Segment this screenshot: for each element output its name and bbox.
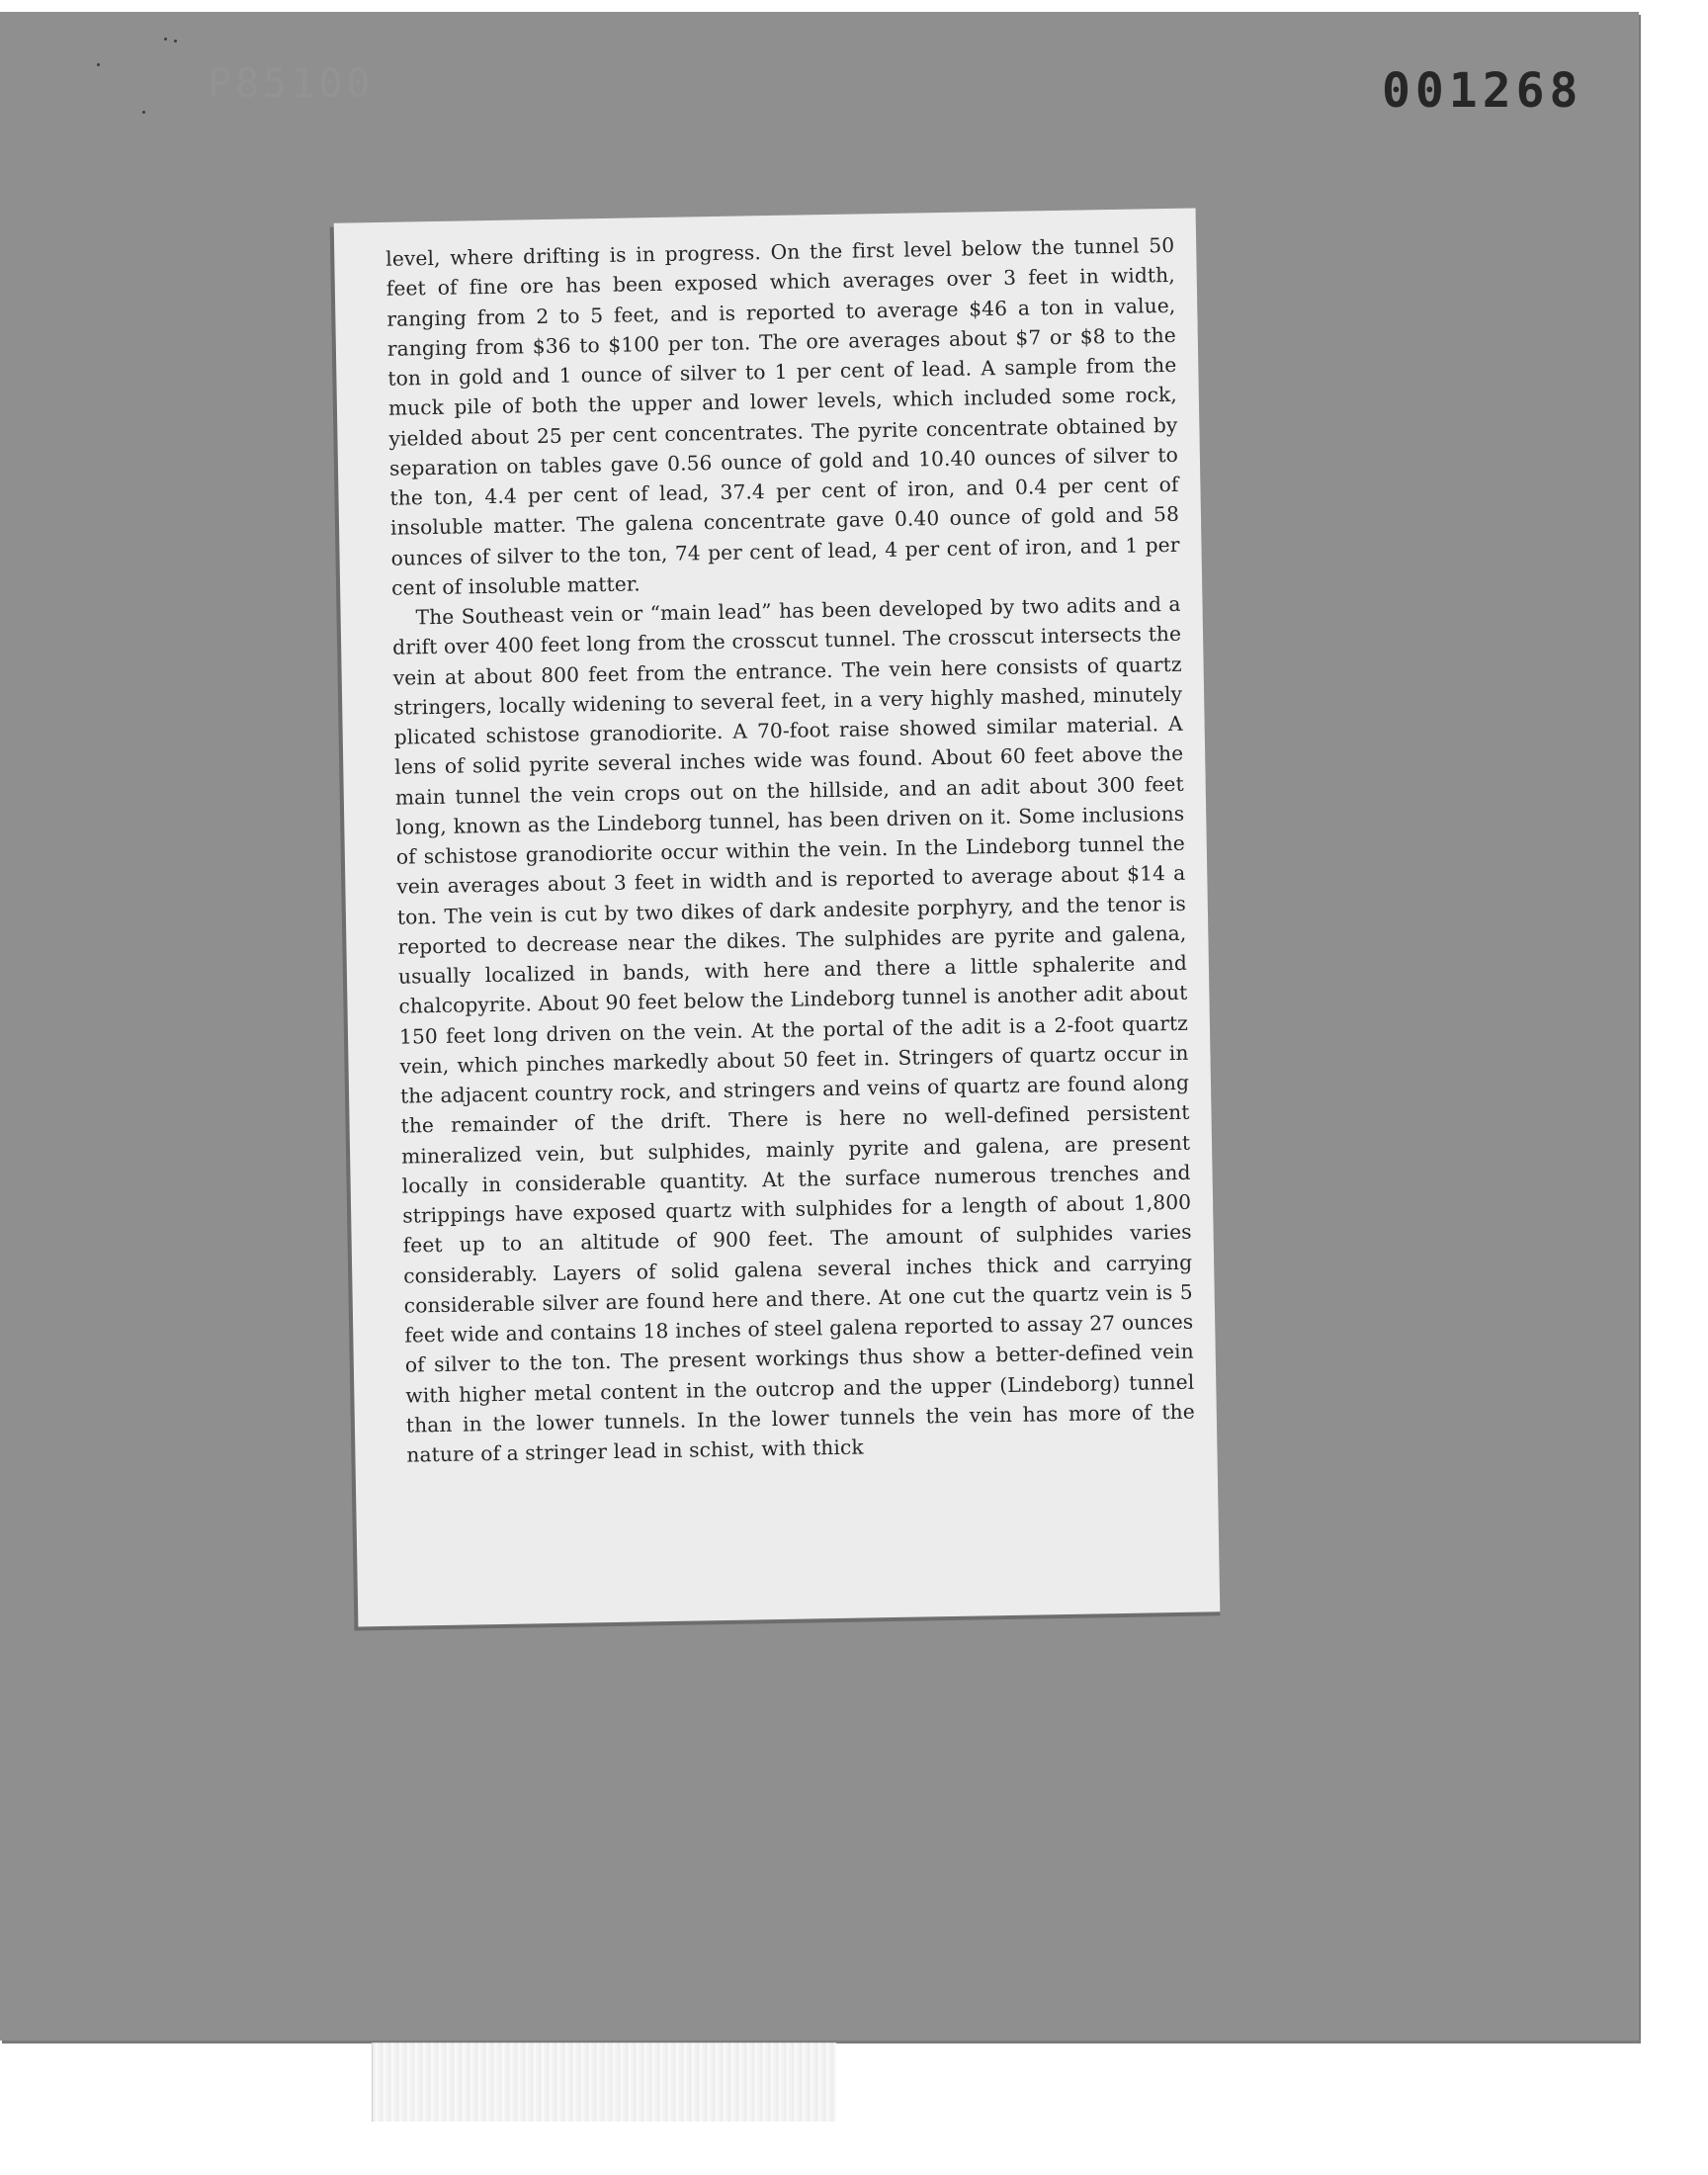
scanner-edge-line (372, 2043, 373, 2122)
dust-speck (142, 111, 145, 114)
text-clipping (334, 208, 1221, 1626)
scanner-streak (372, 2043, 836, 2122)
paragraph-2: The Southeast vein or “main lead” has been developed by two adits and a drift over 400 feet long from the crosscut tunnel. The crosscut intersects the vein at about 800 feet from the entrance. The vein here consists of quartz stringers, locally widening to several feet, in a very highly mashed, minutely plicated schistose granodiorite. A 70-foot raise showed similar material. A lens of solid pyrite several inches wide was found. About 60 feet above the main tunnel the vein crops out on the hillside, and an adit about 300 feet long, known as the Lindeborg tunnel, has been driven on it. Some inclusions of schistose granodiorite occur within the vein. In the Lindeborg tunnel the vein averages about 3 feet in width and is reported to average about $14 a ton. The vein is cut by two dikes of dark andesite porphyry, and the tenor is reported to decrease near the dikes. The sulphides are pyrite and galena, usually localized in bands, with here and there a little sphalerite and chalcopyrite. About 90 feet below the Lindeborg tunnel is another adit about 150 feet long driven on the vein. At the portal of the adit is a 2-foot quartz vein, which pinches markedly about 50 feet in. Stringers of quartz occur in the adjacent country rock, and stringers and veins of quartz are found along the remainder of the drift. There is here no well-defined persistent mineralized vein, but sulphides, mainly pyrite and galena, are present locally in considerable quantity. At the surface numerous trenches and strippings have exposed quartz with sulphides for a length of about 1,800 feet up to an altitude of 900 feet. The amount of sulphides varies considerably. Layers of solid galena several inches thick and carrying considerable silver are found here and there. At one cut the quartz vein is 5 feet wide and contains 18 inches of steel galena reported to assay 27 ounces of silver to the ton. The present workings thus show a better-defined vein with higher metal content in the outcrop and the upper (Lindeborg) tunnel than in the lower tunnels. In the lower tunnels the vein has more of the nature of a stringer lead in schist, with thick (391, 591, 1195, 1467)
scan-backing-board (0, 12, 1639, 2041)
document-number: 001268 (1382, 63, 1583, 119)
faint-stamp-number: P85100 (208, 61, 375, 107)
paragraph-1: level, where drifting is in progress. On the first level below the tunnel 50 feet of fine ore has been exposed which averages over 3 feet in width, ranging from 2 to 5 feet, and is reported to average $46 a ton in value, ranging from $36 to $100 per ton. The ore averages about $7 or $8 to the ton in gold and 1 ounce of silver to 1 per cent of lead. A sample from the muck pile of both the upper and lower levels, which included some rock, yielded about 25 per cent concentrates. The pyrite concentrate obtained by separation on tables gave 0.56 ounce of gold and 10.40 ounces of silver to the ton, 4.4 per cent of lead, 37.4 per cent of iron, and 0.4 per cent of insoluble matter. The galena concentrate gave 0.40 ounce of gold and 58 ounces of silver to the ton, 74 per cent of lead, 4 per cent of iron, and 1 per cent of insoluble matter. (385, 232, 1180, 600)
dust-speck (174, 40, 177, 43)
dust-speck (164, 38, 167, 41)
dust-speck (97, 63, 100, 66)
